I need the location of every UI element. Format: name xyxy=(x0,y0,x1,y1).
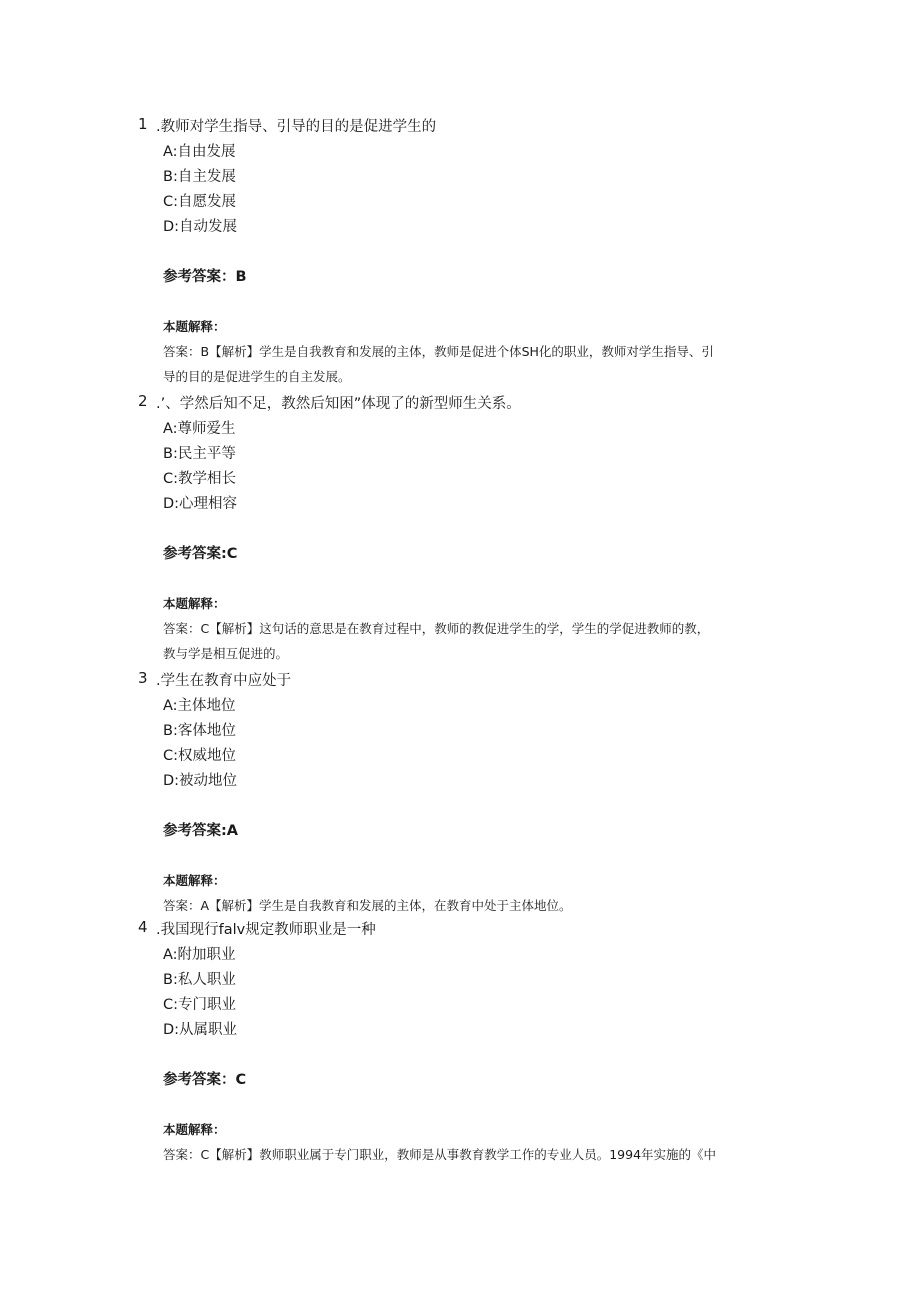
question-number: 1 xyxy=(138,115,148,133)
option-d: D:自动发展 xyxy=(163,219,238,235)
explanation-title: 本题解释： xyxy=(163,873,226,888)
reference-answer: 参考答案:C xyxy=(163,546,238,562)
option-a: A:主体地位 xyxy=(163,698,236,714)
option-c: C:自愿发展 xyxy=(163,194,237,210)
option-c: C:教学相长 xyxy=(163,471,237,487)
option-d: D:从属职业 xyxy=(163,1022,238,1038)
option-b: B:客体地位 xyxy=(163,723,236,739)
explanation-title: 本题解释： xyxy=(163,596,226,611)
explanation-line: 导的目的是促进学生的自主发展。 xyxy=(163,369,351,384)
option-a: A:尊师爱生 xyxy=(163,421,236,437)
option-b: B:私人职业 xyxy=(163,972,236,988)
explanation-line: 教与学是相互促进的。 xyxy=(163,646,289,661)
option-c: C:权威地位 xyxy=(163,748,237,764)
reference-answer: 参考答案：C xyxy=(163,1072,247,1088)
explanation-title: 本题解释： xyxy=(163,1122,226,1137)
option-a: A:附加职业 xyxy=(163,947,236,963)
question-text: .教师对学生指导、引导的目的是促进学生的 xyxy=(156,119,437,135)
question-number: 4 xyxy=(138,918,148,936)
option-a: A:自由发展 xyxy=(163,144,236,160)
option-b: B:自主发展 xyxy=(163,169,236,185)
explanation-line: 答案：A【解析】学生是自我教育和发展的主体，在教育中处于主体地位。 xyxy=(163,898,572,913)
explanation-title: 本题解释： xyxy=(163,319,226,334)
reference-answer: 参考答案:A xyxy=(163,823,239,839)
explanation-line: 答案：B【解析】学生是自我教育和发展的主体，教师是促进个体SH化的职业，教师对学生指导、引 xyxy=(163,344,714,359)
option-d: D:心理相容 xyxy=(163,496,238,512)
option-c: C:专门职业 xyxy=(163,997,237,1013)
option-d: D:被动地位 xyxy=(163,773,238,789)
question-text: .学生在教育中应处于 xyxy=(156,673,292,689)
question-text: .我国现行falv规定教师职业是一种 xyxy=(156,922,376,938)
question-number: 3 xyxy=(138,669,148,687)
reference-answer: 参考答案：B xyxy=(163,269,247,285)
option-b: B:民主平等 xyxy=(163,446,236,462)
explanation-line: 答案：C【解析】这句话的意思是在教育过程中，教师的教促进学生的学，学生的学促进教师的教， xyxy=(163,621,710,636)
question-text: .’、学然后知不足，教然后知困”体现了的新型师生关系。 xyxy=(156,396,521,412)
explanation-line: 答案：C【解析】教师职业属于专门职业，教师是从事教育教学工作的专业人员。1994年实施的《中 xyxy=(163,1147,717,1162)
question-number: 2 xyxy=(138,392,148,410)
